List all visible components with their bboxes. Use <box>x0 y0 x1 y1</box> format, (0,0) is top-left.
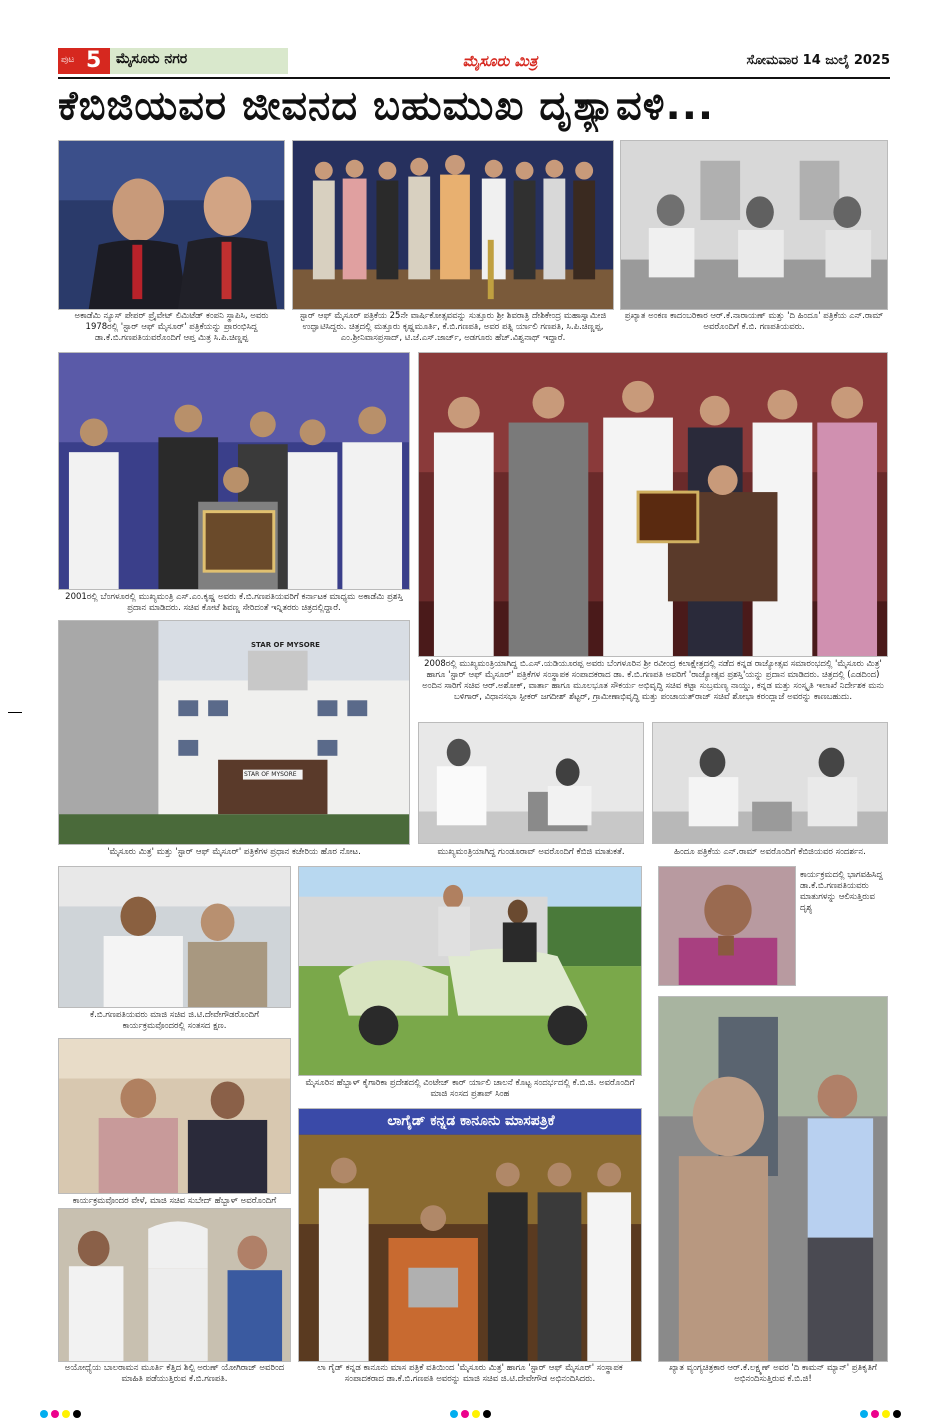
gate-sign: STAR OF MYSORE <box>244 771 297 778</box>
caption-rajyotsava-award: 2008ರಲ್ಲಿ ಮುಖ್ಯಮಂತ್ರಿಯಾಗಿದ್ದ ಬಿ.ಎಸ್.ಯಡಿಯೂರಪ್ಪ ಅವರು ಬೆಂಗಳೂರಿನ ಶ್ರೀ ರವೀಂದ್ರ ಕಲಾಕ್ಷೇತ್ರದಲ್ಲಿ ನಡೆದ ಕನ್ನಡ ರಾಜ್ಯೋತ್ಸವ ಸಮಾರಂಭದಲ್ಲಿ 'ಮೈಸೂರು ಮಿತ್ರ' ಹಾಗೂ 'ಸ್ಟಾರ್ ಆಫ್ ಮೈಸೂರ್' ಪತ್ರಿಕೆಗಳ ಸಂಸ್ಥಾಪಕ ಸಂಪಾದಕರಾದ ಡಾ. ಕೆ.ಬಿ.ಗಣಪತಿ ಅವರಿಗೆ 'ರಾಜ್ಯೋತ್ಸವ ಪ್ರಶಸ್ತಿ'ಯನ್ನು ಪ್ರದಾನ ಮಾಡಿದರು. ಚಿತ್ರದಲ್ಲಿ (ಎಡದಿಂದ) ಅಂದಿನ ಸಾರಿಗೆ ಸಚಿವ ಆರ್.ಅಶೋಕ್, ವಾರ್ತಾ ಹಾಗೂ ಮೂಲಭೂತ ಸೌಕರ್ಯ ಅಭಿವೃದ್ಧಿ ಸಚಿವ ಕಟ್ಟಾ ಸುಬ್ರಮಣ್ಯ ನಾಯ್ಡು, ಕನ್ನಡ ಮತ್ತು ಸಂಸ್ಕೃತಿ ಇಲಾಖೆ ನಿರ್ದೇಶಕ ಮನು ಬಳಿಗಾರ್, ವಿಧಾನಸಭಾ ಸ್ಪೀಕರ್ ಜಗದೀಶ್ ಶೆಟ್ಟರ್, ಗ್ರಾಮೀಣಾಭಿವೃದ್ಧಿ ಮತ್ತು ಪಂಚಾಯತ್‌ರಾಜ್ ಸಚಿವೆ ಶೋಭಾ ಕರಂದ್ಲಾಜೆ ಅವರನ್ನು ಕಾಣಬಹುದು. <box>422 659 884 702</box>
page-number: 5 <box>86 48 102 73</box>
photo-gt-devegowda <box>58 866 291 1008</box>
crop-mark <box>8 712 22 713</box>
section-bar <box>110 48 288 74</box>
photo-gundu-rao <box>418 722 644 844</box>
caption-media-academy-award: 2001ರಲ್ಲಿ ಬೆಂಗಳೂರಲ್ಲಿ ಮುಖ್ಯಮಂತ್ರಿ ಎಸ್.ಎಂ.ಕೃಷ್ಣ ಅವರು ಕೆ.ಬಿ.ಗಣಪತಿಯವರಿಗೆ ಕರ್ನಾಟಕ ಮಾಧ್ಯಮ ಅಕಾಡೆಮಿ ಪ್ರಶಸ್ತಿ ಪ್ರದಾನ ಮಾಡಿದರು. ಸಚಿವ ಕೋಟೆ ಶಿವಣ್ಣ ಸೇರಿದಂತೆ ಇನ್ನಿತರರು ಚಿತ್ರದಲ್ಲಿದ್ದಾರೆ. <box>65 592 403 613</box>
photo-arun-yogiraj <box>58 1208 291 1362</box>
caption-common-man-statue: ಖ್ಯಾತ ವ್ಯಂಗ್ಯಚಿತ್ರಕಾರ ಆರ್.ಕೆ.ಲಕ್ಷ್ಮಣ್ ಅವರ 'ದಿ ಕಾಮನ್ ಮ್ಯಾನ್' ಪ್ರತಿಕೃತಿಗೆ ಅಭಿನಂದಿಸುತ್ತಿರುವ ಕೆ.ಬಿ.ಜಿ! <box>669 1363 877 1384</box>
photo-subed-hebbal <box>58 1038 291 1194</box>
dateline: ಸೋಮವಾರ 14 ಜುಲೈ 2025 <box>746 53 890 68</box>
caption-25th-anniversary: ಸ್ಟಾರ್ ಆಫ್ ಮೈಸೂರ್ ಪತ್ರಿಕೆಯ 25ನೇ ವಾರ್ಷಿಕೋತ್ಸವವನ್ನು ಸುತ್ತೂರು ಶ್ರೀ ಶಿವರಾತ್ರಿ ದೇಶಿಕೇಂದ್ರ ಮಹಾಸ್ವಾಮೀಜಿ ಉದ್ಘಾಟಿಸಿದ್ದರು. ಚಿತ್ರದಲ್ಲಿ ಮತ್ತೂರು ಕೃಷ್ಣಮೂರ್ತಿ, ಕೆ.ಬಿ.ಗಣಪತಿ, ಅವರ ಪತ್ನಿ ರ್ಯಾಲಿ ಗಣಪತಿ, ಸಿ.ಪಿ.ಚಿಣ್ಣಪ್ಪ, ಎಂ.ಶ್ರೀನಿವಾಸಪ್ರಸಾದ್, ಟಿ.ಜೆ.ಎಸ್.ಜಾರ್ಜ್, ಅಡಗೂರು ಹೆಚ್.ವಿಶ್ವನಾಥ್ ಇದ್ದಾರೆ. <box>299 311 607 343</box>
caption-head-office: 'ಮೈಸೂರು ಮಿತ್ರ' ಮತ್ತು 'ಸ್ಟಾರ್ ಆಫ್ ಮೈಸೂರ್' ಪತ್ರಿಕೆಗಳ ಪ್ರಧಾನ ಕಚೇರಿಯ ಹೊರ ನೋಟ. <box>107 847 361 857</box>
page-number-badge <box>58 48 110 74</box>
photo-vintage-car-rally <box>298 866 642 1076</box>
caption-gt-devegowda: ಕೆ.ಬಿ.ಗಣಪತಿಯವರು ಮಾಜಿ ಸಚಿವ ಜಿ.ಟಿ.ದೇವೇಗೌಡರೊಂದಿಗೆ ಕಾರ್ಯಕ್ರಮವೊಂದರಲ್ಲಿ ಸಂತಸದ ಕ್ಷಣ. <box>89 1010 260 1031</box>
section-title: ಮೈಸೂರು ನಗರ <box>116 51 188 67</box>
caption-rk-narayan: ಪ್ರಖ್ಯಾತ ಅಂಕಣ ಕಾದಂಬರಿಕಾರ ಆರ್.ಕೆ.ನಾರಾಯಣ್ ಮತ್ತು 'ದಿ ಹಿಂದೂ' ಪತ್ರಿಕೆಯ ಎನ್.ರಾಮ್ ಅವರೊಂದಿಗೆ ಕೆ.ಬಿ. ಗಣಪತಿಯವರು. <box>624 311 884 332</box>
building-sign: STAR OF MYSORE <box>251 641 320 649</box>
photo-chinnappa <box>58 140 285 310</box>
caption-vintage-car-rally: ಮೈಸೂರಿನ ಹೆಬ್ಬಾಳ್ ಕೈಗಾರಿಕಾ ಪ್ರದೇಶದಲ್ಲಿ ವಿಂಟೇಜ್ ಕಾರ್ ರ್ಯಾಲಿ ಚಾಲನೆ ಕೊಟ್ಟ ಸಂದರ್ಭದಲ್ಲಿ ಕೆ.ಬಿ.ಜಿ. ಅವರೊಂದಿಗೆ ಮಾಜಿ ಸಂಸದ ಪ್ರತಾಪ್ ಸಿಂಹ <box>305 1078 635 1099</box>
masthead-logo: ಮೈಸೂರು ಮಿತ್ರ <box>462 52 538 70</box>
law-guide-banner-text: ಲಾಗೈಡ್ ಕನ್ನಡ ಕಾನೂನು ಮಾಸಪತ್ರಿಕೆ <box>387 1113 555 1129</box>
photo-common-man-statue <box>658 996 888 1362</box>
registration-marks-center <box>450 1403 494 1413</box>
caption-law-guide-felicitation: ಲಾ ಗೈಡ್ ಕನ್ನಡ ಕಾನೂನು ಮಾಸ ಪತ್ರಿಕೆ ವತಿಯಿಂದ 'ಮೈಸೂರು ಮಿತ್ರ' ಹಾಗೂ 'ಸ್ಟಾರ್ ಆಫ್ ಮೈಸೂರ್' ಸಂಸ್ಥಾಪಕ ಸಂಪಾದಕರಾದ ಡಾ.ಕೆ.ಬಿ.ಗಣಪತಿ ಅವರನ್ನು ಮಾಜಿ ಸಚಿವ ಜಿ.ಟಿ.ದೇವೇಗೌಡ ಅಭಿನಂದಿಸಿದರು. <box>317 1363 623 1384</box>
caption-n-ram-interview: ಹಿಂದೂ ಪತ್ರಿಕೆಯ ಎನ್.ರಾಮ್ ಅವರೊಂದಿಗೆ ಕೆಬಿಜಿಯವರ ಸಂದರ್ಶನ. <box>674 847 866 857</box>
photo-rajyotsava-award <box>418 352 888 657</box>
photo-rk-narayan <box>620 140 888 310</box>
photo-n-ram-interview <box>652 722 888 844</box>
photo-kbg-listening <box>658 866 796 986</box>
photo-law-guide-felicitation <box>298 1108 642 1362</box>
header-rule <box>58 77 890 79</box>
photo-media-academy-award <box>58 352 410 590</box>
registration-marks-left <box>40 1403 84 1413</box>
caption-chinnappa: ಅಕಾಡೆಮಿ ನ್ಯೂಸ್ ಪೇಪರ್ ಪ್ರೈವೇಟ್ ಲಿಮಿಟೆಡ್ ಕಂಪನಿ ಸ್ಥಾಪಿಸಿ, ಅವರು 1978ರಲ್ಲಿ 'ಸ್ಟಾರ್ ಆಫ್ ಮೈಸೂರ್' ಪತ್ರಿಕೆಯನ್ನು ಪ್ರಾರಂಭಿಸಿದ್ದ ಡಾ.ಕೆ.ಬಿ.ಗಣಪತಿಯವರೊಂದಿಗೆ ಆಪ್ತ ಮಿತ್ರ ಸಿ.ಪಿ.ಚಿಣ್ಣಪ್ಪ <box>74 311 269 343</box>
caption-subed-hebbal: ಕಾರ್ಯಕ್ರಮವೊಂದರ ವೇಳೆ, ಮಾಜಿ ಸಚಿವ ಸುಬೇದ್ ಹೆಬ್ಬಾಳ್ ಅವರೊಂದಿಗೆ <box>72 1196 277 1206</box>
caption-gundu-rao: ಮುಖ್ಯಮಂತ್ರಿಯಾಗಿದ್ದ ಗುಂಡೂರಾವ್ ಅವರೊಂದಿಗೆ ಕೆಬಿಜಿ ಮಾತುಕತೆ. <box>437 847 625 857</box>
photo-head-office <box>58 620 410 845</box>
page-headline: ಕೆಬಿಜಿಯವರ ಜೀವನದ ಬಹುಮುಖ ದೃಶ್ಯಾವಳಿ... <box>58 83 715 129</box>
registration-marks-right <box>860 1403 904 1413</box>
caption-arun-yogiraj: ಅಯೋಧ್ಯೆಯ ಬಾಲರಾಮನ ಮೂರ್ತಿ ಕೆತ್ತಿದ ಶಿಲ್ಪಿ ಅರುಣ್ ಯೋಗಿರಾಜ್ ಅವರಿಂದ ಮಾಹಿತಿ ಪಡೆಯುತ್ತಿರುವ ಕೆ.ಬಿ.ಗಣಪತಿ. <box>64 1363 285 1384</box>
page-label: ಪುಟ <box>61 55 75 65</box>
caption-kbg-listening: ಕಾರ್ಯಕ್ರಮದಲ್ಲಿ ಭಾಗವಹಿಸಿದ್ದ ಡಾ.ಕೆ.ಬಿ.ಗಣಪತಿಯವರು ಮಾತುಗಳನ್ನು ಆಲಿಸುತ್ತಿರುವ ದೃಶ್ಯ <box>800 870 883 913</box>
photo-25th-anniversary <box>292 140 614 310</box>
